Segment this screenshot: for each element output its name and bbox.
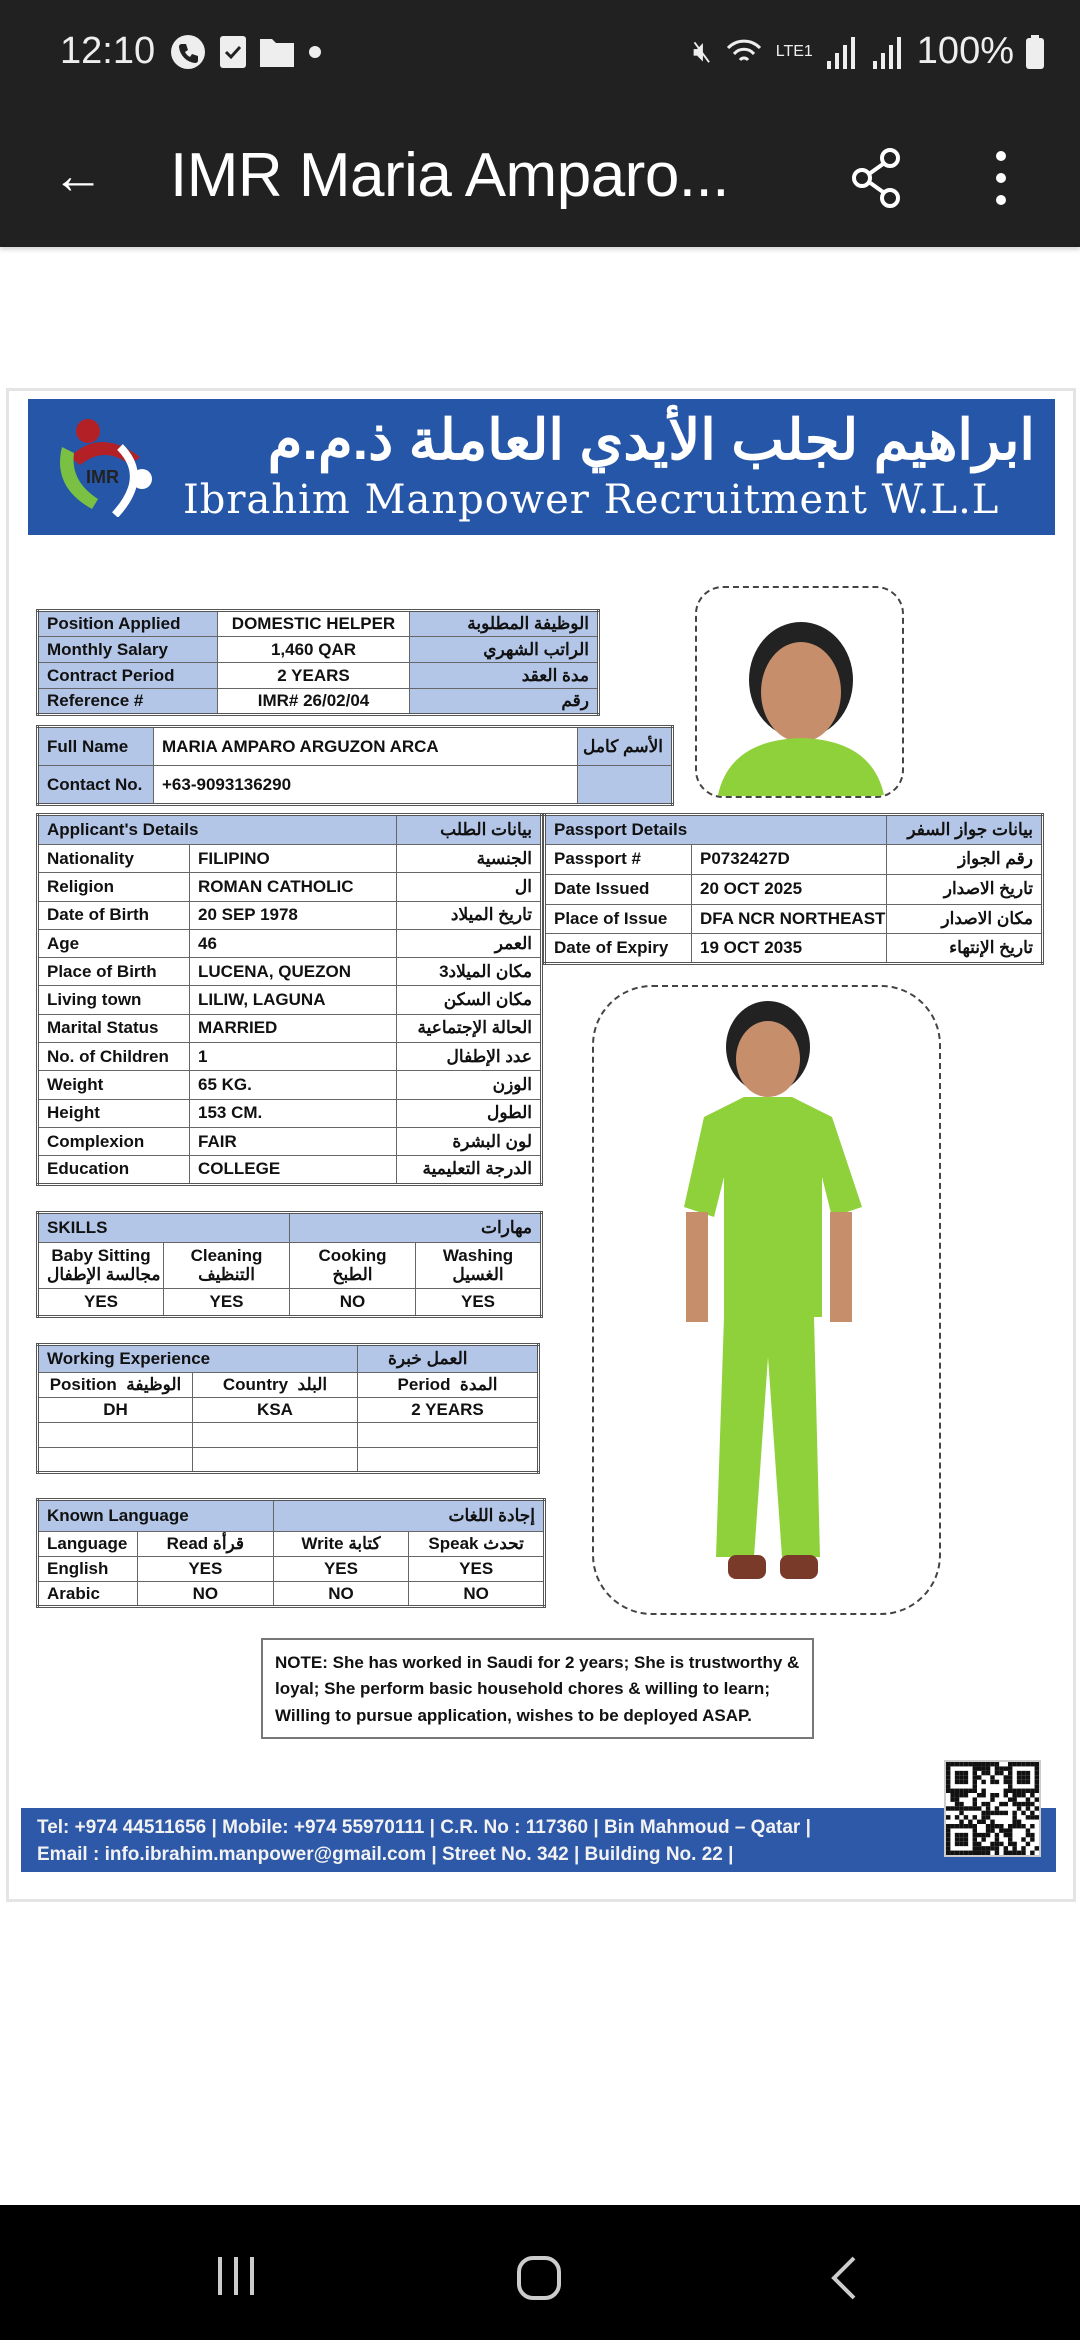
skill-label: Washing الغسيل bbox=[416, 1243, 542, 1289]
known-language-table bbox=[36, 1498, 546, 1608]
language-title-ar: إجادة اللغات bbox=[273, 1500, 544, 1532]
table-row bbox=[38, 1423, 539, 1448]
row-label: Contract Period bbox=[38, 663, 218, 689]
skill-value: YES bbox=[38, 1289, 164, 1317]
status-bar bbox=[0, 0, 1080, 110]
document-title: IMR Maria Amparo... bbox=[170, 141, 729, 210]
phone-call-icon bbox=[170, 34, 206, 70]
table-row bbox=[38, 1043, 542, 1071]
language-header: Language bbox=[38, 1532, 138, 1557]
experience-title-ar: العمل خبرة bbox=[358, 1345, 539, 1373]
row-label: Date of Expiry bbox=[545, 934, 692, 964]
row-label-arabic: مكان الميلاد3 bbox=[397, 958, 542, 986]
table-row bbox=[38, 1099, 542, 1127]
skill-label: Cooking الطبخ bbox=[290, 1243, 416, 1289]
row-value: MARRIED bbox=[190, 1014, 397, 1042]
experience-header: Country البلد bbox=[193, 1373, 358, 1398]
language-cell: NO bbox=[138, 1582, 274, 1607]
row-label: Monthly Salary bbox=[38, 637, 218, 663]
mute-icon: 🔇︎ bbox=[692, 34, 712, 68]
row-label: No. of Children bbox=[38, 1043, 190, 1071]
row-label-arabic: رقم الجواز bbox=[887, 845, 1043, 875]
skills-table bbox=[36, 1211, 543, 1318]
row-label-arabic: تاريخ الاصدار bbox=[887, 874, 1043, 904]
row-value: MARIA AMPARO ARGUZON ARCA bbox=[154, 727, 578, 766]
table-row bbox=[38, 1127, 542, 1155]
applicant-title: Applicant's Details bbox=[38, 815, 397, 845]
table-row bbox=[38, 873, 542, 901]
back-nav-icon[interactable] bbox=[828, 2255, 858, 2301]
row-label-arabic: الطول bbox=[397, 1099, 542, 1127]
skill-label: Baby Sitting مجالسة الإطفال bbox=[38, 1243, 164, 1289]
passport-title: Passport Details bbox=[545, 815, 887, 845]
row-value: P0732427D bbox=[692, 845, 887, 875]
table-row bbox=[38, 637, 599, 663]
row-label: Height bbox=[38, 1099, 190, 1127]
row-label-arabic: رقم bbox=[410, 689, 599, 715]
qr-code bbox=[944, 1760, 1041, 1857]
recent-apps-icon[interactable] bbox=[214, 2255, 260, 2297]
row-label-arabic: العمر bbox=[397, 929, 542, 957]
company-banner bbox=[28, 399, 1055, 535]
row-label-arabic: مدة العقد bbox=[410, 663, 599, 689]
folder-icon bbox=[260, 37, 294, 67]
experience-header: Position الوظيفة bbox=[38, 1373, 193, 1398]
language-cell: Arabic bbox=[38, 1582, 138, 1607]
row-value: 19 OCT 2035 bbox=[692, 934, 887, 964]
table-row bbox=[38, 1448, 539, 1473]
table-row bbox=[38, 1156, 542, 1184]
row-label: Full Name bbox=[38, 727, 154, 766]
applicant-title-ar: بيانات الطلب bbox=[397, 815, 542, 845]
table-row bbox=[38, 1582, 545, 1607]
skill-value: NO bbox=[290, 1289, 416, 1317]
name-table bbox=[36, 725, 674, 806]
experience-header: Period المدة bbox=[358, 1373, 539, 1398]
row-label-arabic: مكان السكن bbox=[397, 986, 542, 1014]
language-cell: YES bbox=[409, 1557, 545, 1582]
experience-cell bbox=[38, 1423, 193, 1448]
row-label-arabic bbox=[578, 766, 673, 805]
row-label-arabic: عدد الإطفال bbox=[397, 1043, 542, 1071]
language-title: Known Language bbox=[38, 1500, 274, 1532]
language-header: Speak تحدث bbox=[409, 1532, 545, 1557]
language-cell: YES bbox=[138, 1557, 274, 1582]
table-row bbox=[38, 929, 542, 957]
language-cell: NO bbox=[273, 1582, 409, 1607]
row-label: Nationality bbox=[38, 845, 190, 873]
row-value: FILIPINO bbox=[190, 845, 397, 873]
table-row bbox=[38, 845, 542, 873]
row-label: Date of Birth bbox=[38, 901, 190, 929]
experience-cell bbox=[358, 1423, 539, 1448]
experience-title: Working Experience bbox=[38, 1345, 358, 1373]
working-experience-table bbox=[36, 1343, 540, 1474]
status-time: 12:10 bbox=[60, 30, 156, 72]
row-value: 65 KG. bbox=[190, 1071, 397, 1099]
notification-dot-icon bbox=[308, 45, 322, 59]
company-name-english: Ibrahim Manpower Recruitment W.L.L bbox=[183, 477, 1000, 523]
row-label-arabic: مكان الاصدار bbox=[887, 904, 1043, 934]
row-label: Marital Status bbox=[38, 1014, 190, 1042]
checkbox-icon bbox=[220, 36, 246, 68]
row-value: IMR# 26/02/04 bbox=[218, 689, 410, 715]
row-label-arabic: الأسم كامل bbox=[578, 727, 673, 766]
language-header: Write كتابة bbox=[273, 1532, 409, 1557]
row-value: FAIR bbox=[190, 1127, 397, 1155]
row-label: Religion bbox=[38, 873, 190, 901]
row-label: Reference # bbox=[38, 689, 218, 715]
row-label: Place of Issue bbox=[545, 904, 692, 934]
experience-cell bbox=[358, 1448, 539, 1473]
contact-footer bbox=[21, 1808, 1056, 1872]
note-box: NOTE: She has worked in Saudi for 2 years; She is trustworthy & loyal; She perform basic household chores & willing to learn; Willing to pursue application, wishes to be deployed ASAP. bbox=[261, 1638, 814, 1739]
row-label: Contact No. bbox=[38, 766, 154, 805]
row-value: 20 SEP 1978 bbox=[190, 901, 397, 929]
skill-value: YES bbox=[164, 1289, 290, 1317]
lte-indicator: LTE1 bbox=[775, 42, 813, 60]
experience-cell: KSA bbox=[193, 1398, 358, 1423]
footer-line-2: Email : info.ibrahim.manpower@gmail.com | Street No. 342 | Building No. 22 | bbox=[37, 1844, 734, 1865]
row-label-arabic: الدرجة التعليمية bbox=[397, 1156, 542, 1184]
row-label-arabic: الوظيفة المطلوبة bbox=[410, 611, 599, 637]
navigation-bar bbox=[0, 2205, 1080, 2340]
full-body-photo bbox=[592, 985, 941, 1615]
table-row bbox=[38, 958, 542, 986]
row-value: LILIW, LAGUNA bbox=[190, 986, 397, 1014]
row-value: DOMESTIC HELPER bbox=[218, 611, 410, 637]
battery-percent: 100% bbox=[916, 30, 1014, 72]
row-label-arabic: ال bbox=[397, 873, 542, 901]
row-label-arabic: الجنسية bbox=[397, 845, 542, 873]
skill-label: Cleaning التنظيف bbox=[164, 1243, 290, 1289]
signal-icon bbox=[825, 35, 859, 69]
home-icon[interactable] bbox=[516, 2255, 562, 2301]
applicant-details-table bbox=[36, 813, 543, 1186]
row-label: Complexion bbox=[38, 1127, 190, 1155]
row-value: 2 YEARS bbox=[218, 663, 410, 689]
language-cell: English bbox=[38, 1557, 138, 1582]
company-logo bbox=[50, 417, 170, 517]
experience-cell bbox=[38, 1448, 193, 1473]
experience-cell: DH bbox=[38, 1398, 193, 1423]
footer-line-1: Tel: +974 44511656 | Mobile: +974 55970111 | C.R. No : 117360 | Bin Mahmoud – Qatar | bbox=[37, 1817, 811, 1838]
experience-cell bbox=[193, 1448, 358, 1473]
table-row bbox=[38, 727, 673, 766]
row-value: DFA NCR NORTHEAST bbox=[692, 904, 887, 934]
back-arrow-icon[interactable]: ← bbox=[52, 147, 104, 205]
row-value: LUCENA, QUEZON bbox=[190, 958, 397, 986]
table-row bbox=[38, 611, 599, 637]
table-row bbox=[38, 766, 673, 805]
row-label-arabic: الحالة الإجتماعية bbox=[397, 1014, 542, 1042]
row-value: ROMAN CATHOLIC bbox=[190, 873, 397, 901]
row-value: COLLEGE bbox=[190, 1156, 397, 1184]
row-label-arabic: الوزن bbox=[397, 1071, 542, 1099]
table-row bbox=[38, 1071, 542, 1099]
more-options-icon[interactable] bbox=[994, 148, 1008, 208]
wifi-icon bbox=[724, 34, 764, 70]
skills-title-ar: مهارات bbox=[290, 1213, 542, 1243]
app-bar bbox=[0, 110, 1080, 247]
row-label: Living town bbox=[38, 986, 190, 1014]
row-label-arabic: الراتب الشهري bbox=[410, 637, 599, 663]
language-header: Read قرأة bbox=[138, 1532, 274, 1557]
table-row bbox=[38, 1557, 545, 1582]
full-body-image bbox=[594, 987, 941, 1615]
table-row bbox=[38, 901, 542, 929]
row-label: Date Issued bbox=[545, 874, 692, 904]
language-cell: NO bbox=[409, 1582, 545, 1607]
table-row bbox=[38, 663, 599, 689]
table-row bbox=[38, 986, 542, 1014]
row-label: Weight bbox=[38, 1071, 190, 1099]
portrait-image bbox=[697, 588, 904, 798]
skill-value: YES bbox=[416, 1289, 542, 1317]
row-label-arabic: لون البشرة bbox=[397, 1127, 542, 1155]
table-row bbox=[38, 689, 599, 715]
row-value: 1,460 QAR bbox=[218, 637, 410, 663]
row-label-arabic: تاريخ الميلاد bbox=[397, 901, 542, 929]
battery-icon bbox=[1026, 35, 1044, 69]
language-cell: YES bbox=[273, 1557, 409, 1582]
portrait-photo bbox=[695, 586, 904, 798]
table-row bbox=[545, 874, 1043, 904]
position-table bbox=[36, 609, 600, 716]
table-row bbox=[38, 1014, 542, 1042]
passport-title-ar: بيانات جواز السفر bbox=[887, 815, 1043, 845]
row-label: Place of Birth bbox=[38, 958, 190, 986]
row-label: Education bbox=[38, 1156, 190, 1184]
row-value: 46 bbox=[190, 929, 397, 957]
experience-cell bbox=[193, 1423, 358, 1448]
row-label: Position Applied bbox=[38, 611, 218, 637]
row-label: Age bbox=[38, 929, 190, 957]
table-row bbox=[38, 1398, 539, 1423]
share-icon[interactable] bbox=[850, 148, 906, 208]
row-label: Passport # bbox=[545, 845, 692, 875]
passport-details-table bbox=[543, 813, 1044, 965]
table-row bbox=[545, 845, 1043, 875]
row-value: 20 OCT 2025 bbox=[692, 874, 887, 904]
row-value: 1 bbox=[190, 1043, 397, 1071]
company-name-arabic: ابراهيم لجلب الأيدي العاملة ذ.م.م bbox=[267, 408, 1035, 471]
signal-icon-2 bbox=[871, 35, 905, 69]
table-row bbox=[545, 934, 1043, 964]
row-label-arabic: تاريخ الإنتهاء bbox=[887, 934, 1043, 964]
experience-cell: 2 YEARS bbox=[358, 1398, 539, 1423]
row-value: 153 CM. bbox=[190, 1099, 397, 1127]
skills-title: SKILLS bbox=[38, 1213, 290, 1243]
svg-text:IMR: IMR bbox=[86, 467, 119, 487]
table-row bbox=[545, 904, 1043, 934]
row-value: +63-9093136290 bbox=[154, 766, 578, 805]
